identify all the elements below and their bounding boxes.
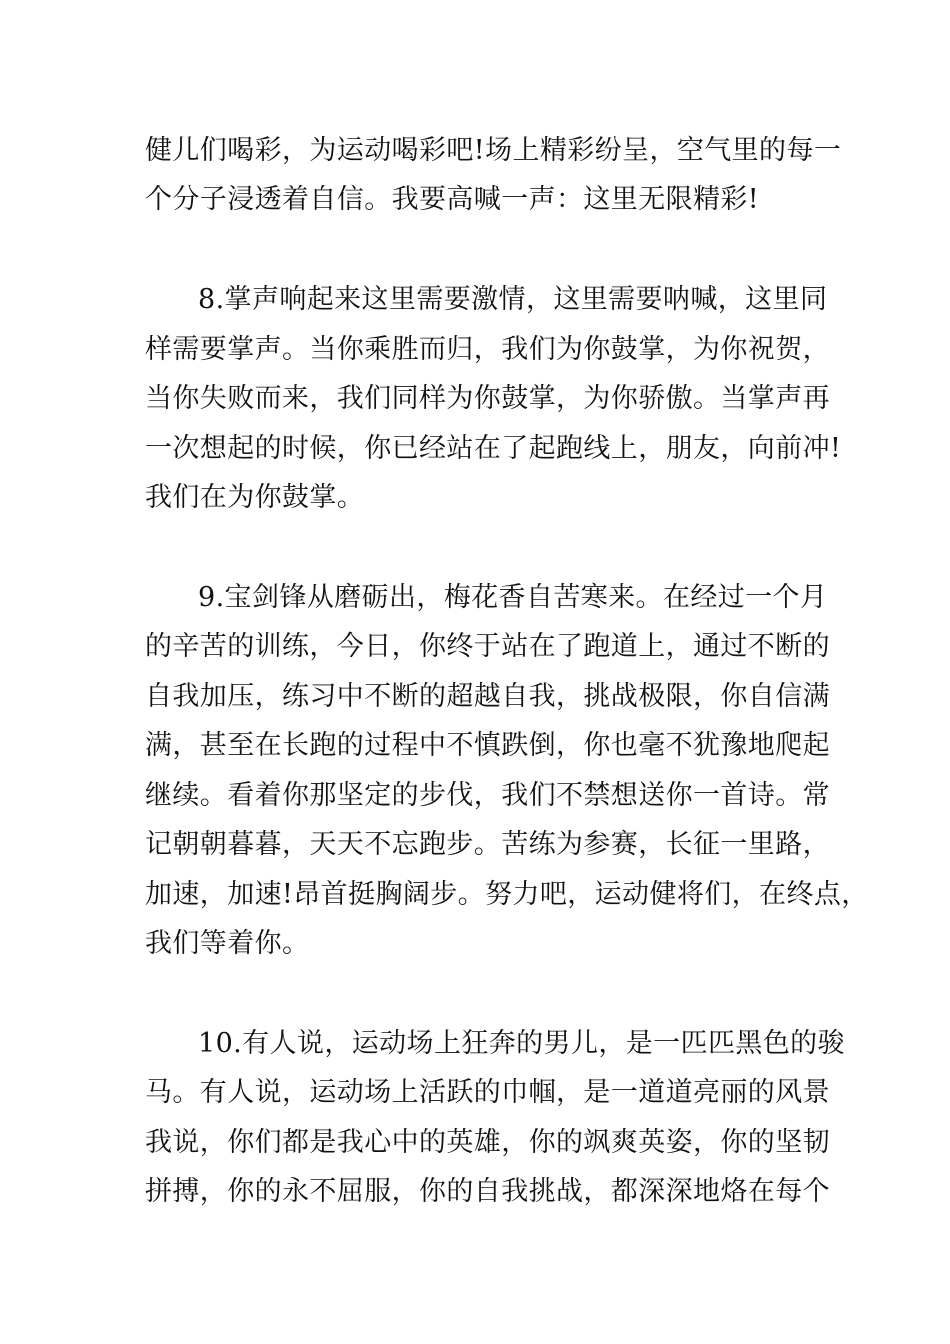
- paragraph-1-line-1: 健儿们喝彩，为运动喝彩吧!场上精彩纷呈，空气里的每一: [145, 135, 842, 166]
- paragraph-9-line-1: 9.宝剑锋从磨砺出，梅花香自苦寒来。在经过一个月: [198, 582, 828, 613]
- paragraph-9-line-8: 我们等着你。: [145, 928, 310, 959]
- paragraph-10-line-2: 马。有人说，运动场上活跃的巾帼，是一道道亮丽的风景: [145, 1077, 830, 1108]
- paragraph-8-line-3: 当你失败而来，我们同样为你鼓掌，为你骄傲。当掌声再: [145, 383, 830, 414]
- paragraph-8-line-5: 我们在为你鼓掌。: [145, 482, 365, 513]
- paragraph-10-line-4: 拼搏，你的永不屈服，你的自我挑战，都深深地烙在每个: [145, 1176, 830, 1207]
- paragraph-9-line-4: 满，甚至在长跑的过程中不慎跌倒，你也毫不犹豫地爬起: [145, 730, 830, 761]
- paragraph-8-line-4: 一次想起的时候，你已经站在了起跑线上，朋友，向前冲!: [145, 433, 842, 464]
- paragraph-9-line-2: 的辛苦的训练，今日，你终于站在了跑道上，通过不断的: [145, 631, 830, 662]
- paragraph-9-line-3: 自我加压，练习中不断的超越自我，挑战极限，你自信满: [145, 681, 830, 712]
- paragraph-1-line-2: 个分子浸透着自信。我要高喊一声：这里无限精彩!: [145, 184, 760, 215]
- paragraph-10-line-1: 10.有人说，运动场上狂奔的男儿，是一匹匹黑色的骏: [198, 1028, 845, 1059]
- paragraph-9-line-6: 记朝朝暮暮，天天不忘跑步。苦练为参赛，长征一里路，: [145, 829, 830, 860]
- paragraph-9-line-5: 继续。看着你那坚定的步伐，我们不禁想送你一首诗。常: [145, 780, 830, 811]
- paragraph-9-line-7: 加速，加速!昂首挺胸阔步。努力吧，运动健将们，在终点，: [145, 879, 869, 910]
- paragraph-8-line-1: 8.掌声响起来这里需要激情，这里需要呐喊，这里同: [198, 284, 828, 315]
- paragraph-10-line-3: 我说，你们都是我心中的英雄，你的飒爽英姿，你的坚韧: [145, 1127, 830, 1158]
- paragraph-8-line-2: 样需要掌声。当你乘胜而归，我们为你鼓掌，为你祝贺，: [145, 334, 830, 365]
